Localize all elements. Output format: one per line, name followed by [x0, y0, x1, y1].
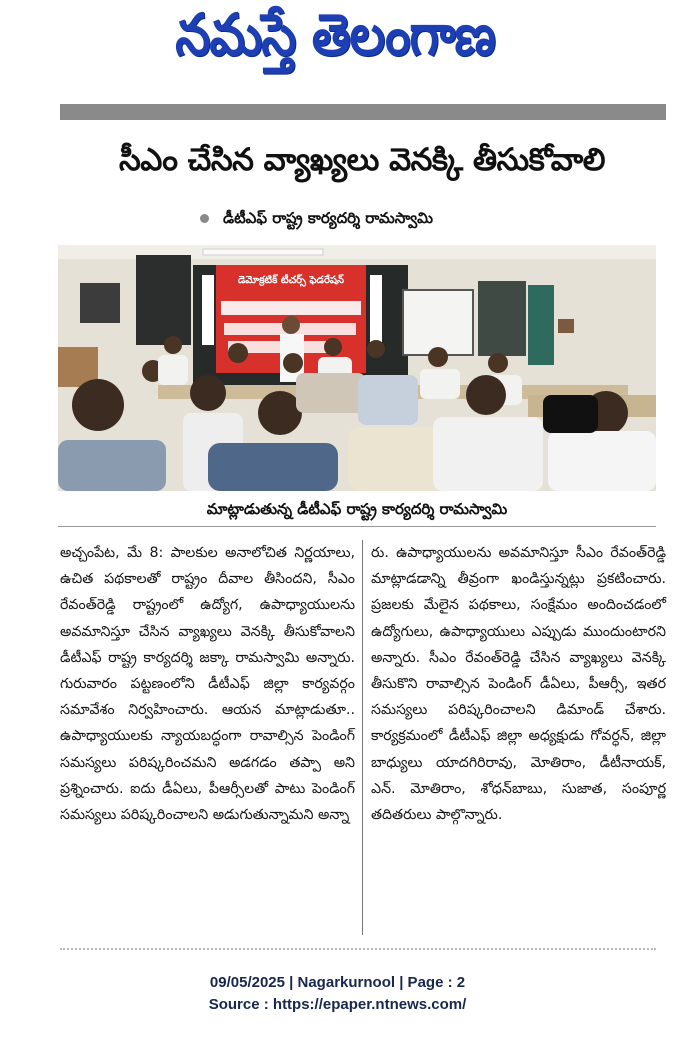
bullet-icon	[200, 214, 209, 223]
article-body-right: రు. ఉపాధ్యాయులను అవమానిస్తూ సీఎం రేవంత్‌రెడ్డి మాట్లాడడాన్ని తీవ్రంగా ఖండిస్తున్నట్లు ప్రకటించారు. ప్రజలకు మేలైన పథకాలు, సంక్షేమం అందించడంలో ఉద్యోగులు, ఉపాధ్యాయులు ఎప్పుడు ముందుంటారని అన్నారు. సీఎం రేవంత్‌రెడ్డి చేసిన వ్యాఖ్యలు వెనక్కి తీసుకొని రావాల్సిన పెండింగ్ డీఏలు, పీఆర్సీ, ఇతర సమస్యలు పరిష్కరించాలని డిమాండ్ చేశారు. కార్యక్రమంలో డీటీఎఫ్ జిల్లా అధ్యక్షుడు గోవర్ధన్, జిల్లా బాధ్యులు యాదగిరిరావు, మోతిరాం, డీటీనాయక్, ఎన్. మోతిరాం, శోధన్‌బాబు, సుజాత, సంపూర్ణ తదితరులు పాల్గొన్నారు.	[371, 545, 666, 824]
edition-line: 09/05/2025 | Nagarkurnool | Page : 2	[209, 974, 466, 991]
newspaper-logo: నమస్తే తెలంగాణ	[175, 1, 495, 68]
source-line[interactable]: Source : https://epaper.ntnews.com/	[208, 996, 467, 1013]
article-column-left	[60, 540, 355, 828]
subheadline-text: డీటీఎఫ్ రాష్ట్ర కార్యదర్శి రామస్వామి	[223, 209, 433, 227]
meeting-photo-illustration	[58, 245, 656, 491]
banner-text: డెమోక్రటిక్ టీచర్స్ ఫెడరేషన్	[237, 275, 345, 286]
article-body-left: అచ్చంపేట, మే 8: పాలకుల అనాలోచిత నిర్ణయాలు, ఉచిత పథకాలతో రాష్ట్రం దీవాల తీసిందని, సీఎం రేవంత్‌రెడ్డి రాష్ట్రంలో ఉద్యోగ, ఉపాధ్యాయులను అవమానిస్తూ చేసిన వ్యాఖ్యలు వెనక్కి తీసుకోవాలని డీటీఎఫ్ రాష్ట్ర కార్యదర్శి జక్కా రామస్వామి అన్నారు. గురువారం పట్టణంలోని డీటీఎఫ్ జిల్లా కార్యవర్గం సమావేశం నిర్వహించారు. ఆయన మాట్లాడుతూ.. ఉపాధ్యాయులకు న్యాయబద్ధంగా రావాల్సిన పెండింగ్ సమస్యలు పరిష్కరించమని అడగడం తప్పా అని ప్రశ్నించారు. ఐదు డీఏలు, పీఆర్సీలతో పాటు పెండింగ్ సమస్యలు పరిష్కరించాలని అడుగుతున్నామని అన్నా	[60, 545, 355, 824]
footer-rule	[60, 948, 656, 954]
article-photo	[58, 245, 656, 491]
article-column-right	[371, 540, 666, 828]
masthead-rule	[60, 104, 666, 120]
masthead	[135, 1, 535, 80]
article-headline: సీఎం చేసిన వ్యాఖ్యలు వెనక్కి తీసుకోవాలి	[118, 142, 606, 178]
page-footer	[0, 972, 675, 1016]
photo-caption: మాట్లాడుతున్న డీటీఎఫ్ రాష్ట్ర కార్యదర్శి రామస్వామి	[58, 494, 656, 527]
article-subheadline	[200, 206, 580, 230]
column-divider	[362, 540, 363, 935]
